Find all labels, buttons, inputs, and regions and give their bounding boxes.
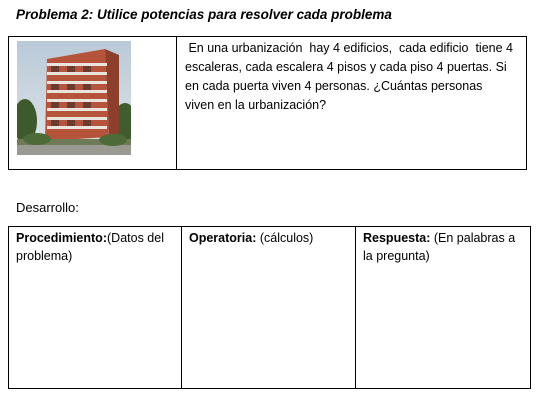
procedure-hint: (Datos del problema)	[16, 231, 164, 263]
building-photo	[9, 37, 176, 155]
problem-line-4: viven en la urbanización?	[185, 98, 327, 112]
answer-heading: Respuesta:	[363, 231, 431, 245]
procedure-cell[interactable]	[9, 227, 182, 389]
problem-text-cell	[177, 37, 527, 170]
answer-cell[interactable]	[356, 227, 531, 389]
answer-hint: (En palabras a la pregunta)	[363, 231, 519, 263]
operations-hint: (cálculos)	[256, 231, 314, 245]
development-label: Desarrollo:	[16, 200, 79, 215]
problem-line-1: En una urbanización hay 4 edificios, cada edificio tiene 4	[185, 41, 513, 55]
operations-heading: Operatoria:	[189, 231, 257, 245]
answer-table	[8, 226, 531, 389]
problem-line-2: escaleras, cada escalera 4 pisos y cada piso 4 puertas. Si	[185, 60, 507, 74]
operations-cell[interactable]	[182, 227, 356, 389]
problem-title: Problema 2: Utilice potencias para resolver cada problema	[16, 7, 392, 22]
image-cell	[9, 37, 177, 170]
procedure-heading: Procedimiento:	[16, 231, 107, 245]
problem-line-3: en cada puerta viven 4 personas. ¿Cuántas personas	[185, 79, 483, 93]
problem-table	[8, 36, 527, 170]
